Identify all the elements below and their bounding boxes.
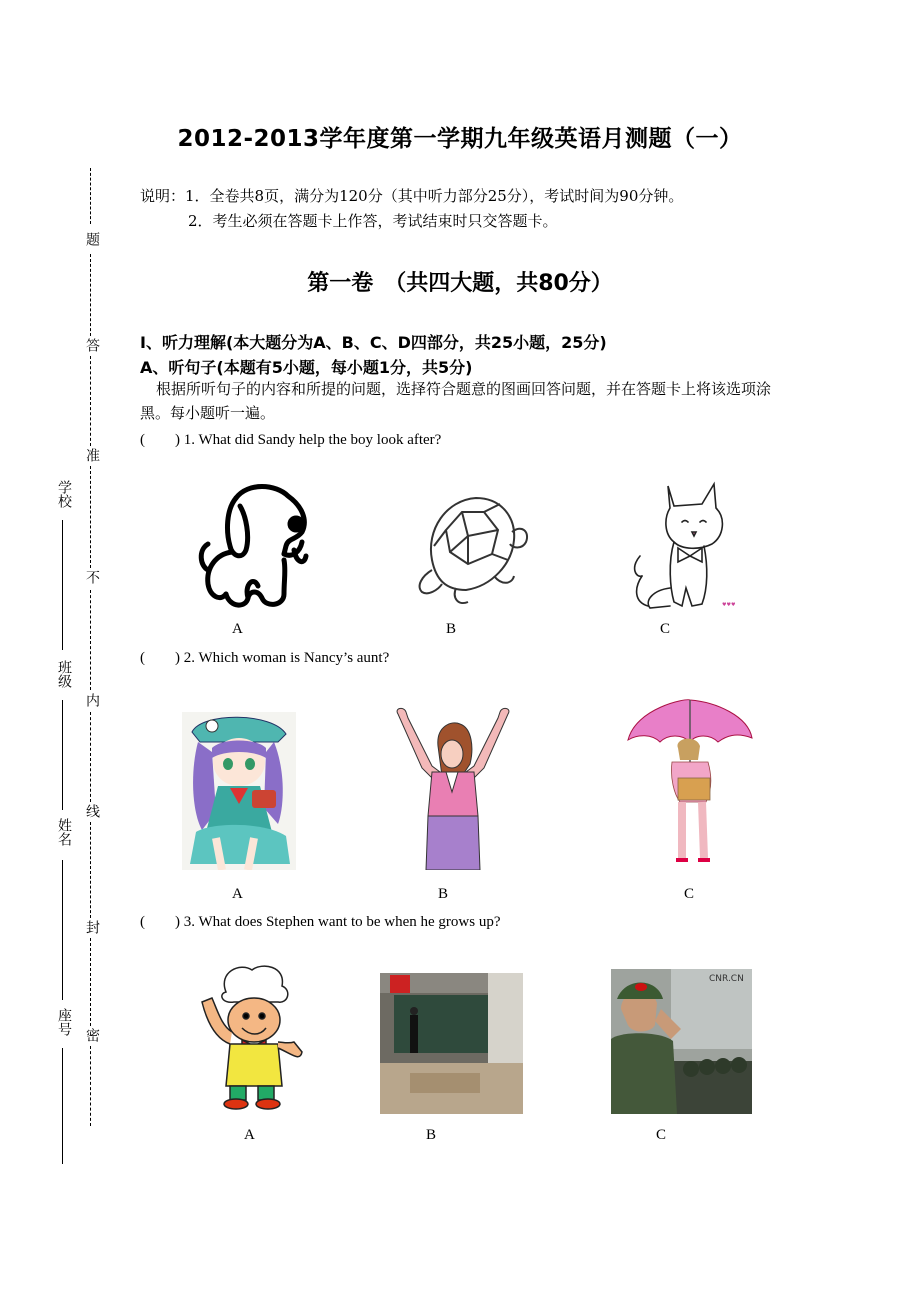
seal-char-xian: 线 bbox=[84, 804, 100, 818]
option-3c-label[interactable]: C bbox=[656, 1127, 667, 1143]
answer-paren[interactable]: ( ) bbox=[140, 432, 180, 448]
question-text: 2. Which woman is Nancy’s aunt? bbox=[183, 650, 390, 666]
turtle-drawing bbox=[412, 490, 530, 606]
anime-girl-picture bbox=[182, 712, 296, 870]
option-1c-label[interactable]: C bbox=[660, 621, 671, 637]
option-2c-label[interactable]: C bbox=[684, 886, 695, 902]
soldier-photo bbox=[611, 969, 752, 1114]
question-2 bbox=[140, 646, 389, 667]
seal-char-da: 答 bbox=[84, 338, 100, 352]
photo-watermark: CNR.CN bbox=[709, 974, 744, 984]
option-3a-label[interactable]: A bbox=[244, 1127, 255, 1143]
seal-char-nei: 内 bbox=[84, 693, 100, 707]
question-1 bbox=[140, 428, 441, 449]
answer-paren[interactable]: ( ) bbox=[140, 650, 180, 666]
seal-char-feng: 封 bbox=[84, 920, 100, 934]
name-field-line[interactable] bbox=[62, 860, 63, 1000]
seal-char-mi: 密 bbox=[84, 1028, 100, 1042]
svg-text:♥♥♥: ♥♥♥ bbox=[722, 602, 736, 608]
school-field-label: 学校 bbox=[56, 480, 72, 508]
woman-arms-raised-picture bbox=[388, 706, 518, 870]
volume-title: 第一卷 （共四大题，共80分） bbox=[307, 271, 613, 296]
note-line-2: 2．考生必须在答题卡上作答，考试结束时只交答题卡。 bbox=[188, 212, 558, 230]
woman-umbrella-picture bbox=[626, 698, 754, 870]
option-1b-label[interactable]: B bbox=[446, 621, 457, 637]
question-3 bbox=[140, 910, 501, 931]
question-text: 3. What does Stephen want to be when he grows up? bbox=[183, 914, 501, 930]
option-3b-label[interactable]: B bbox=[426, 1127, 437, 1143]
seat-field-line[interactable] bbox=[62, 1048, 63, 1164]
class-field-label: 班级 bbox=[56, 660, 72, 688]
page-title: 2012-2013学年度第一学期九年级英语月测题（一） bbox=[177, 126, 743, 152]
cat-drawing bbox=[630, 478, 742, 612]
section-heading-listening: Ⅰ、听力理解(本大题分为A、B、C、D四部分，共25小题，25分) bbox=[140, 333, 607, 352]
dog-drawing bbox=[196, 480, 314, 612]
section-heading-a: A、听句子(本题有5小题，每小题1分，共5分) bbox=[140, 358, 473, 377]
note-line-1: 说明：1．全卷共8页，满分为120分（其中听力部分25分），考试时间为90分钟。 bbox=[140, 187, 684, 205]
option-1a-label[interactable]: A bbox=[232, 621, 243, 637]
answer-paren[interactable]: ( ) bbox=[140, 914, 180, 930]
option-2a-label[interactable]: A bbox=[232, 886, 243, 902]
school-field-line[interactable] bbox=[62, 520, 63, 650]
seal-char-zhun: 准 bbox=[84, 448, 100, 462]
seat-field-label: 座号 bbox=[56, 1008, 72, 1036]
name-field-label: 姓名 bbox=[56, 818, 72, 846]
cook-cartoon bbox=[196, 962, 306, 1110]
seal-char-bu: 不 bbox=[84, 570, 100, 584]
class-field-line[interactable] bbox=[62, 700, 63, 810]
option-2b-label[interactable]: B bbox=[438, 886, 449, 902]
instructions-text: 根据所听句子的内容和所提的问题，选择符合题意的图画回答问题，并在答题卡上将该选项涂黑。每小题听一遍。 bbox=[140, 380, 772, 422]
seal-char-ti: 题 bbox=[84, 232, 100, 246]
question-text: 1. What did Sandy help the boy look after? bbox=[183, 432, 442, 448]
teacher-classroom-photo bbox=[380, 973, 523, 1114]
